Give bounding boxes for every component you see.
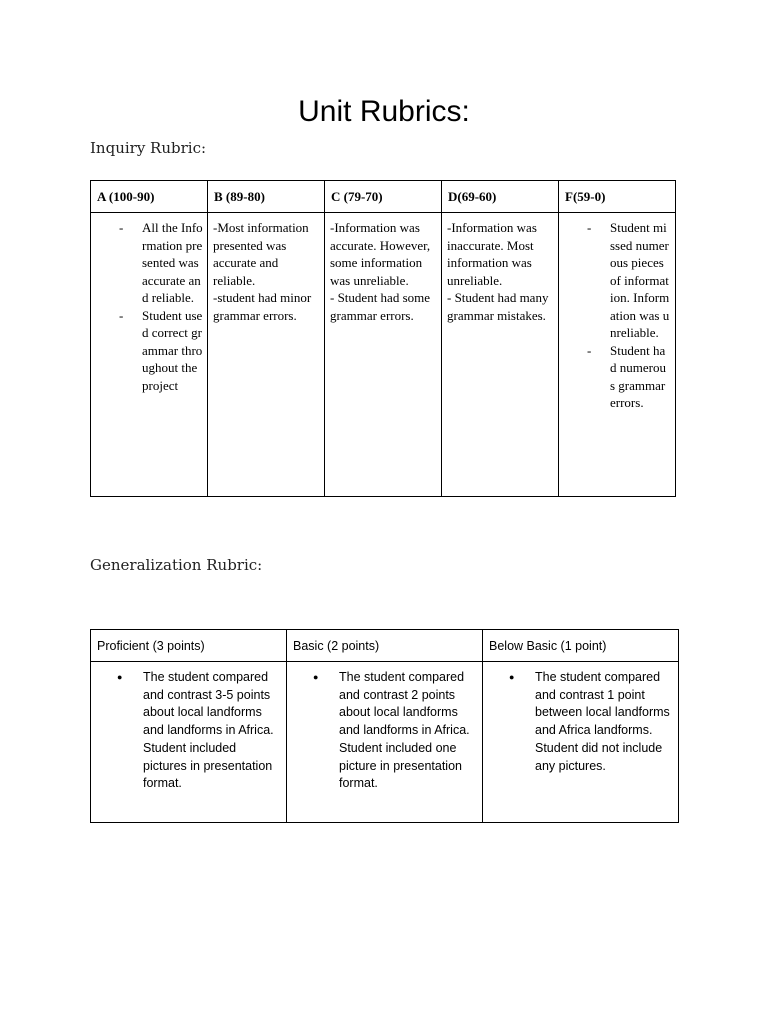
- inquiry-a-list: [96, 219, 203, 394]
- inquiry-criteria-row: [91, 213, 676, 497]
- generalization-cell-below-basic: [483, 662, 679, 823]
- inquiry-header-b: B (89-80): [208, 181, 325, 213]
- inquiry-rubric-label: Inquiry Rubric:: [90, 139, 207, 157]
- list-item: - Student used correct grammar throughout the project: [96, 307, 203, 395]
- inquiry-c-text: -Information was accurate. However, some information was unreliable. - Student had some grammar errors.: [330, 220, 431, 323]
- inquiry-header-a: A (100-90): [91, 181, 208, 213]
- inquiry-rubric-table: [90, 180, 676, 497]
- inquiry-cell-b: [208, 213, 325, 497]
- list-item: - All the Information presented was accurate and reliable.: [96, 219, 203, 307]
- generalization-cell-proficient: [91, 662, 287, 823]
- list-item: - Student missed numerous pieces of information. Information was unreliable.: [564, 219, 671, 342]
- generalization-criteria-row: [91, 662, 679, 823]
- inquiry-f-list: [564, 219, 671, 412]
- page-title: Unit Rubrics:: [298, 95, 470, 128]
- generalization-header-basic: Basic (2 points): [287, 630, 483, 662]
- inquiry-header-f: F(59-0): [559, 181, 676, 213]
- inquiry-b-text: -Most information presented was accurate and reliable. -student had minor grammar errors.: [213, 220, 312, 323]
- generalization-header-below-basic: Below Basic (1 point): [483, 630, 679, 662]
- inquiry-cell-f: [559, 213, 676, 497]
- list-item: ● The student compared and contrast 1 point between local landforms and Africa landforms. Student did not include any pictures.: [487, 669, 674, 775]
- generalization-rubric-table: [90, 629, 679, 823]
- generalization-cell-basic: [287, 662, 483, 823]
- inquiry-d-text: -Information was inaccurate. Most information was unreliable. - Student had many grammar mistakes.: [447, 220, 549, 323]
- inquiry-header-d: D(69-60): [442, 181, 559, 213]
- generalization-header-proficient: Proficient (3 points): [91, 630, 287, 662]
- inquiry-cell-d: [442, 213, 559, 497]
- list-item: ● The student compared and contrast 3-5 points about local landforms and landforms in Africa. Student included pictures in presentation format.: [95, 669, 282, 793]
- inquiry-cell-a: [91, 213, 208, 497]
- list-item: - Student had numerous grammar errors.: [564, 342, 671, 412]
- inquiry-header-c: C (79-70): [325, 181, 442, 213]
- inquiry-header-row: [91, 181, 676, 213]
- inquiry-cell-c: [325, 213, 442, 497]
- generalization-header-row: [91, 630, 679, 662]
- list-item: ● The student compared and contrast 2 points about local landforms and landforms in Africa. Student included one picture in presentation format.: [291, 669, 478, 793]
- generalization-rubric-label: Generalization Rubric:: [90, 556, 263, 574]
